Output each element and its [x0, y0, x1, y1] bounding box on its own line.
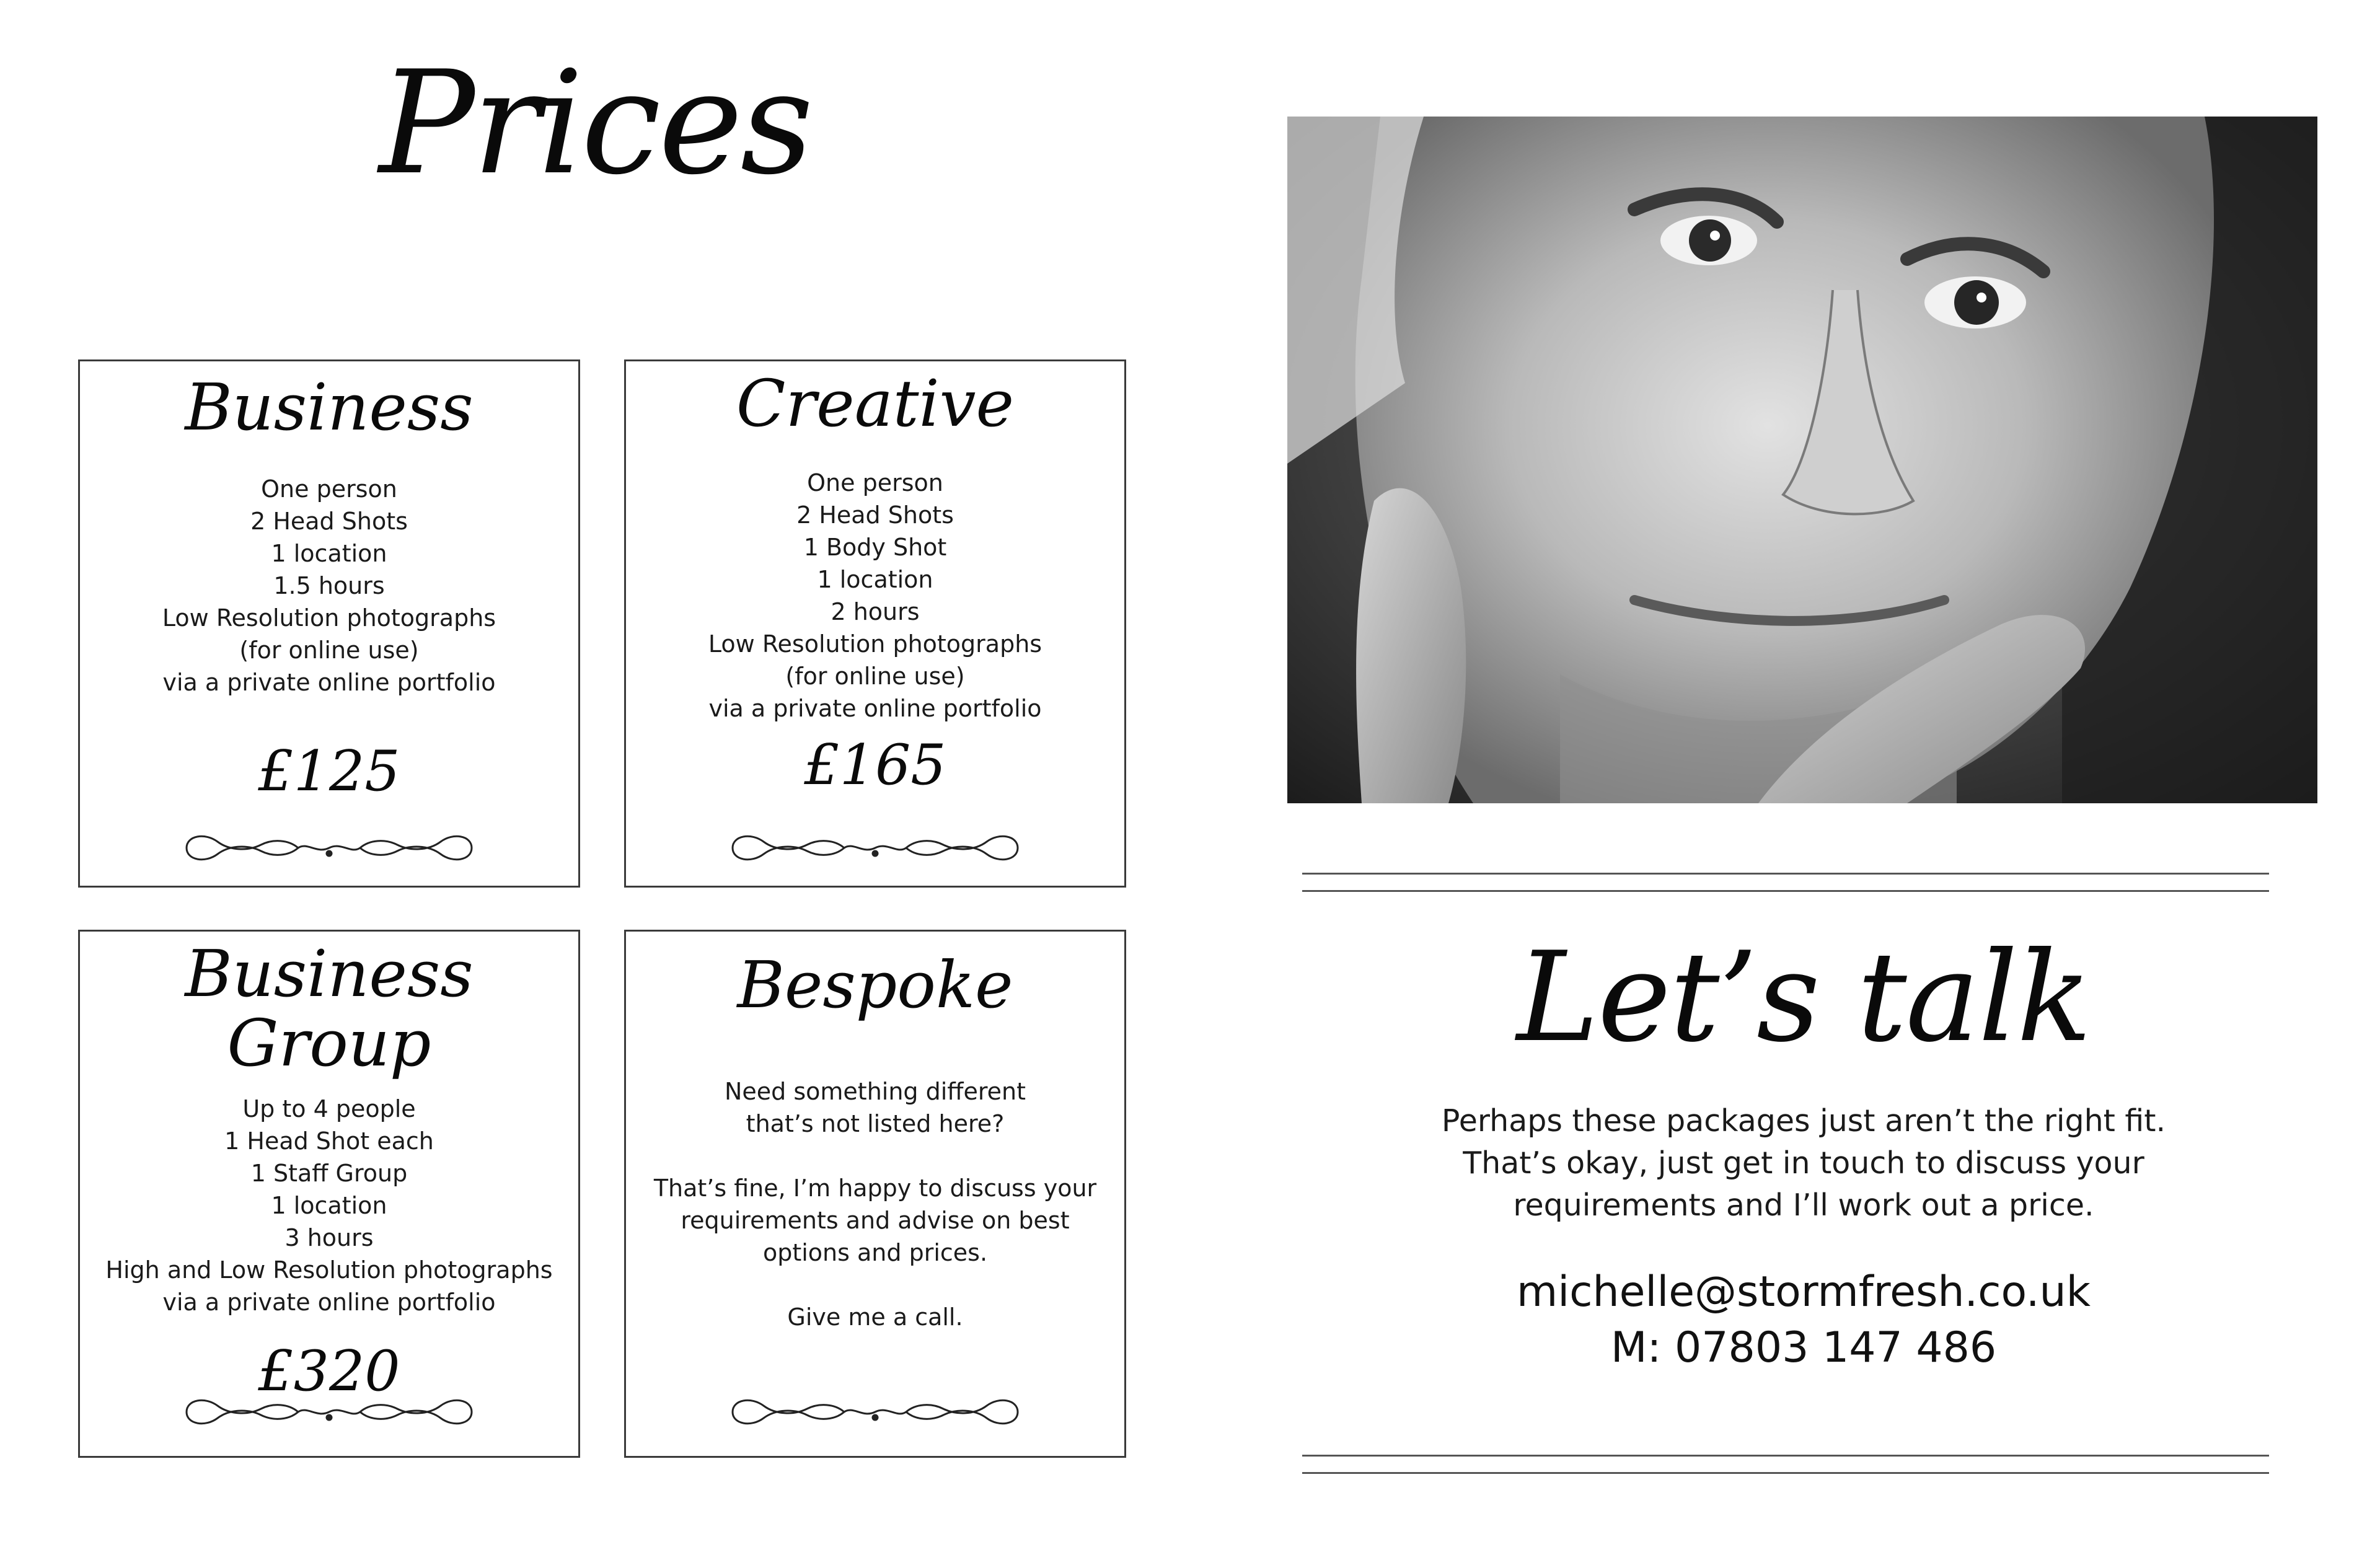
- contact-email-link[interactable]: michelle@stormfresh.co.uk: [1516, 1268, 2091, 1316]
- package-price: £125: [258, 739, 400, 804]
- divider-rule: [1302, 1455, 2269, 1457]
- flourish-ornament-icon: [726, 1390, 1024, 1434]
- package-detail-spacer: [626, 1140, 1124, 1172]
- package-price: £165: [804, 733, 946, 798]
- package-card-creative: [624, 359, 1126, 888]
- flourish-ornament-icon: [180, 826, 478, 870]
- package-detail-line: 1 Body Shot: [803, 534, 947, 561]
- divider-rule: [1302, 1472, 2269, 1474]
- package-title-line-1: Business: [185, 936, 474, 1012]
- package-detail-line: 1 location: [271, 540, 387, 567]
- package-detail-line: 1.5 hours: [273, 572, 385, 599]
- cta-body-line: requirements and I’ll work out a price.: [1513, 1188, 2094, 1223]
- package-detail-line: That’s fine, I’m happy to discuss your: [653, 1175, 1097, 1202]
- contact-phone[interactable]: M: 07803 147 486: [1610, 1323, 1997, 1372]
- package-details: [80, 1093, 578, 1318]
- package-detail-line: 1 location: [817, 566, 933, 593]
- package-detail-line: that’s not listed here?: [746, 1110, 1005, 1137]
- package-card-business-group: [78, 930, 580, 1458]
- package-detail-line: Low Resolution photographs: [162, 604, 496, 632]
- contact-block: [1227, 1264, 2380, 1376]
- package-detail-line: 2 Head Shots: [250, 508, 408, 535]
- package-detail-line: One person: [807, 469, 943, 496]
- package-price: £320: [258, 1339, 400, 1404]
- portrait-photo: [1287, 117, 2317, 803]
- cta-body: [1227, 1100, 2380, 1227]
- package-detail-line: (for online use): [785, 663, 965, 690]
- package-detail-line: 3 hours: [284, 1224, 374, 1251]
- divider-rule: [1302, 873, 2269, 875]
- package-detail-line: 1 Staff Group: [250, 1160, 408, 1187]
- package-detail-line: via a private online portfolio: [162, 669, 496, 696]
- flourish-ornament-icon: [180, 1390, 478, 1434]
- package-details: [80, 473, 578, 699]
- package-detail-line: via a private online portfolio: [162, 1289, 496, 1316]
- package-title-line-2: Group: [227, 1005, 431, 1081]
- package-detail-line: requirements and advise on best: [681, 1207, 1070, 1234]
- package-detail-line: High and Low Resolution photographs: [105, 1256, 553, 1284]
- package-details: [626, 1075, 1124, 1333]
- package-detail-line: One person: [261, 475, 397, 503]
- package-detail-line: 2 Head Shots: [796, 501, 954, 529]
- package-card-bespoke: [624, 930, 1126, 1458]
- package-detail-line: Give me a call.: [787, 1303, 963, 1331]
- package-title: Business: [185, 369, 474, 445]
- package-detail-line: Need something different: [724, 1078, 1026, 1105]
- package-detail-line: (for online use): [239, 637, 419, 664]
- page-title: Prices: [379, 41, 811, 206]
- divider-rule: [1302, 890, 2269, 892]
- package-detail-line: Up to 4 people: [242, 1095, 416, 1122]
- cta-body-line: That’s okay, just get in touch to discuss your: [1463, 1145, 2144, 1181]
- package-detail-line: 1 Head Shot each: [224, 1127, 434, 1155]
- package-detail-line: Low Resolution photographs: [708, 630, 1042, 658]
- cta-body-line: Perhaps these packages just aren’t the right fit.: [1441, 1103, 2166, 1139]
- package-card-business: [78, 359, 580, 888]
- package-detail-line: options and prices.: [762, 1239, 988, 1266]
- package-detail-line: 2 hours: [831, 598, 920, 625]
- package-detail-spacer: [626, 1269, 1124, 1301]
- package-details: [626, 467, 1124, 725]
- package-detail-line: 1 location: [271, 1192, 387, 1219]
- flourish-ornament-icon: [726, 826, 1024, 870]
- cta-title: Let’s talk: [1516, 925, 2091, 1070]
- package-title: Bespoke: [737, 947, 1013, 1023]
- package-detail-line: via a private online portfolio: [708, 695, 1042, 722]
- portrait-image-icon: [1287, 117, 2317, 803]
- package-title: Creative: [736, 366, 1015, 441]
